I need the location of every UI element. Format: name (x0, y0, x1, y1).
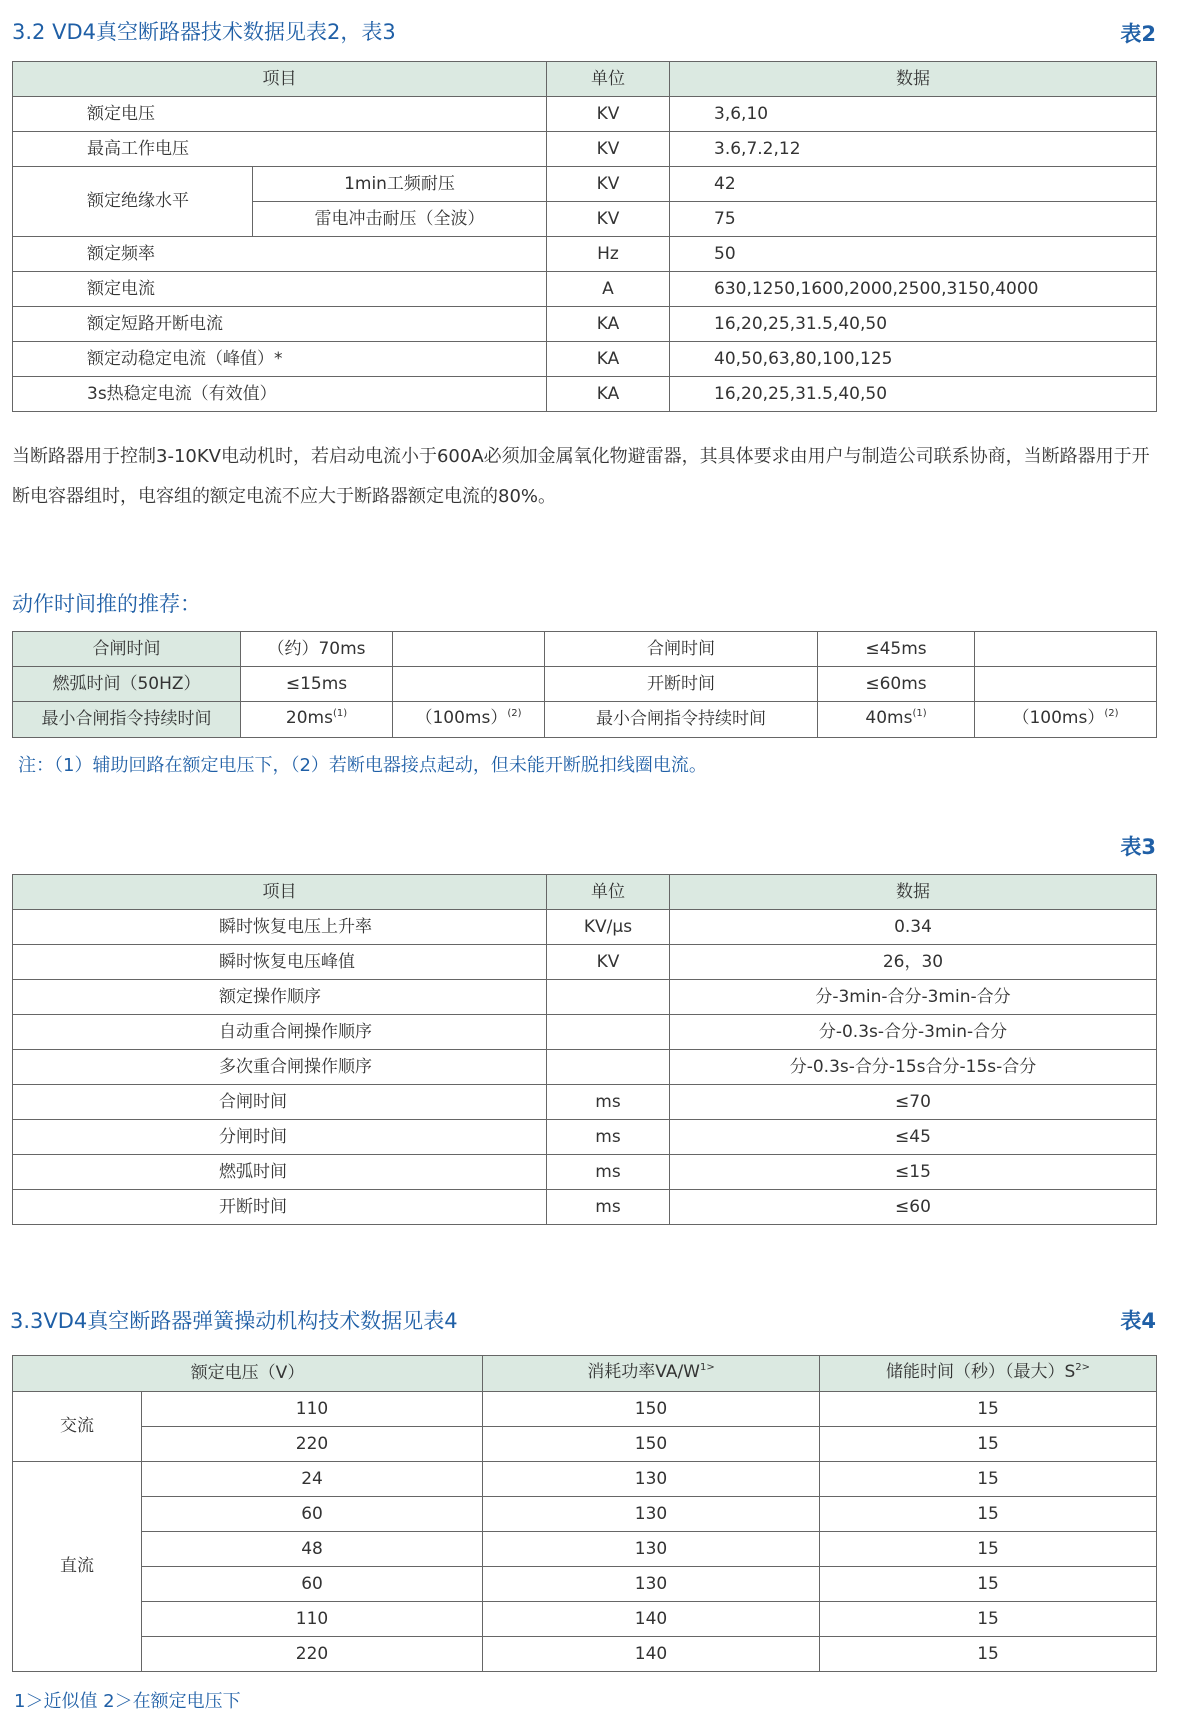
table-row (13, 1462, 1157, 1497)
superscript-2: (2) (507, 708, 522, 719)
time-value-extra (975, 667, 1157, 702)
table2-subitem: 1min工频耐压 (253, 167, 547, 202)
superscript-2: 2> (1075, 1362, 1091, 1373)
table2-subitem: 雷电冲击耐压（全波） (253, 202, 547, 237)
superscript-2: (2) (1104, 708, 1119, 719)
table3-unit (547, 1050, 670, 1085)
table-row (13, 667, 1157, 702)
table-row (13, 702, 1157, 738)
table4-voltage: 48 (142, 1532, 483, 1567)
table-row (13, 132, 1157, 167)
table2-item: 额定绝缘水平 (13, 167, 253, 237)
time-value: ≤15ms (241, 667, 393, 702)
time-value: $40ms^{(1)}$ (818, 702, 975, 738)
table4-time: 15 (820, 1497, 1157, 1532)
table-row (13, 910, 1157, 945)
table4-voltage: 24 (142, 1462, 483, 1497)
table-row (13, 1155, 1157, 1190)
table3-value: ≤60 (670, 1190, 1157, 1225)
time-label: 最小合闸指令持续时间 (13, 702, 241, 738)
table-row (13, 1567, 1157, 1602)
table3-unit: KV/μs (547, 910, 670, 945)
table2-value: 40,50,63,80,100,125 (670, 342, 1157, 377)
table3-item: 自动重合闸操作顺序 (13, 1015, 547, 1050)
table3-unit: ms (547, 1085, 670, 1120)
table3-item: 多次重合闸操作顺序 (13, 1050, 547, 1085)
table-row (13, 377, 1157, 412)
table-row (13, 1050, 1157, 1085)
time-value-extra (975, 632, 1157, 667)
table-row (13, 1085, 1157, 1120)
table3-unit (547, 1015, 670, 1050)
table2-item: 3s热稳定电流（有效值） (13, 377, 547, 412)
table-row (13, 1532, 1157, 1567)
table4-header-voltage: 额定电压（V） (13, 1356, 483, 1392)
table3-item: 瞬时恢复电压上升率 (13, 910, 547, 945)
table4-time: 15 (820, 1462, 1157, 1497)
table4-time: 15 (820, 1567, 1157, 1602)
table3-item: 瞬时恢复电压峰值 (13, 945, 547, 980)
table4-power: 140 (483, 1602, 820, 1637)
table-row (13, 272, 1157, 307)
table4-voltage: 60 (142, 1567, 483, 1602)
table2-value: 3.6,7.2,12 (670, 132, 1157, 167)
table3-value: 分-0.3s-合分-15s合分-15s-合分 (670, 1050, 1157, 1085)
table-row (13, 1015, 1157, 1050)
table3-header-unit: 单位 (547, 875, 670, 910)
table4-power: 150 (483, 1427, 820, 1462)
table3 (12, 874, 1157, 1225)
table2-item: 额定频率 (13, 237, 547, 272)
table2-unit: A (547, 272, 670, 307)
footnote: 1＞近似值 2＞在额定电压下 (14, 1691, 241, 1712)
table4-voltage: 110 (142, 1392, 483, 1427)
table-row (13, 97, 1157, 132)
table3-unit (547, 980, 670, 1015)
table4-time: 15 (820, 1392, 1157, 1427)
table4-power: 130 (483, 1462, 820, 1497)
table-row (13, 307, 1157, 342)
table2-item: 额定电压 (13, 97, 547, 132)
table2-header-row (13, 62, 1157, 97)
dc-label: 直流 (13, 1462, 142, 1672)
table2-header-unit: 单位 (547, 62, 670, 97)
time-label: 燃弧时间（50HZ） (13, 667, 241, 702)
table3-header-row (13, 875, 1157, 910)
table3-value: ≤15 (670, 1155, 1157, 1190)
table4-voltage: 60 (142, 1497, 483, 1532)
time-value: ≤45ms (818, 632, 975, 667)
table4 (12, 1355, 1157, 1672)
time-label: 开断时间 (545, 667, 818, 702)
table2-item: 额定电流 (13, 272, 547, 307)
ac-label: 交流 (13, 1392, 142, 1462)
table-row (13, 1602, 1157, 1637)
table-row (13, 980, 1157, 1015)
table3-item: 分闸时间 (13, 1120, 547, 1155)
table2-header-item: 项目 (13, 62, 547, 97)
table2-unit: KV (547, 202, 670, 237)
table3-value: ≤45 (670, 1120, 1157, 1155)
table-row (13, 167, 1157, 202)
time-value-extra (393, 632, 545, 667)
table3-label: 表3 (1120, 835, 1156, 859)
section-heading-3-3: 3.3VD4真空断路器弹簧操动机构技术数据见表4 (10, 1309, 458, 1333)
time-label: 最小合闸指令持续时间 (545, 702, 818, 738)
time-value-extra (393, 667, 545, 702)
table3-value: 分-3min-合分-3min-合分 (670, 980, 1157, 1015)
table2-unit: KV (547, 97, 670, 132)
table4-power: 130 (483, 1532, 820, 1567)
table3-value: ≤70 (670, 1085, 1157, 1120)
table4-header-time: 储能时间（秒）（最大）$S^{2>}$ (820, 1356, 1157, 1392)
table2-unit: KV (547, 132, 670, 167)
table2-value: 16,20,25,31.5,40,50 (670, 307, 1157, 342)
section-heading-action-time: 动作时间推的推荐： (12, 592, 201, 616)
table2-value: 75 (670, 202, 1157, 237)
table4-voltage: 220 (142, 1637, 483, 1672)
table2-unit: KV (547, 167, 670, 202)
time-label: 合闸时间 (13, 632, 241, 667)
table2-value: 50 (670, 237, 1157, 272)
time-value-extra: $(100ms)^{(2)}$ (393, 702, 545, 738)
table2-value: 16,20,25,31.5,40,50 (670, 377, 1157, 412)
table-row (13, 1190, 1157, 1225)
table2-item: 额定短路开断电流 (13, 307, 547, 342)
table3-item: 额定操作顺序 (13, 980, 547, 1015)
table3-item: 燃弧时间 (13, 1155, 547, 1190)
action-time-note: 注：（1）辅助回路在额定电压下，（2）若断电器接点起动，但未能开断脱扣线圈电流。 (18, 755, 707, 776)
table4-voltage: 220 (142, 1427, 483, 1462)
table3-unit: KV (547, 945, 670, 980)
table-row (13, 1392, 1157, 1427)
body-paragraph: 当断路器用于控制3-10KV电动机时，若启动电流小于600A必须加金属氧化物避雷器，其具体要求由用户与制造公司联系协商，当断路器用于开断电容器组时，电容组的额定电流不应大于断路器额定电流的80%。 (12, 446, 1150, 507)
table4-header-row (13, 1356, 1157, 1392)
table3-unit: ms (547, 1120, 670, 1155)
table-row (13, 945, 1157, 980)
table3-item: 合闸时间 (13, 1085, 547, 1120)
table4-power: 150 (483, 1392, 820, 1427)
table4-time: 15 (820, 1637, 1157, 1672)
table2-value: 42 (670, 167, 1157, 202)
table3-value: 26，30 (670, 945, 1157, 980)
table-row (13, 1427, 1157, 1462)
table2-unit: KA (547, 377, 670, 412)
table3-header-item: 项目 (13, 875, 547, 910)
time-label: 合闸时间 (545, 632, 818, 667)
table2-unit: KA (547, 307, 670, 342)
table2 (12, 61, 1157, 412)
table4-power: 130 (483, 1567, 820, 1602)
superscript-1: (1) (332, 708, 348, 719)
table-row (13, 1120, 1157, 1155)
table4-time: 15 (820, 1602, 1157, 1637)
time-value: $20ms^{(1)}$ (241, 702, 393, 738)
table2-item: 额定动稳定电流（峰值）* (13, 342, 547, 377)
table2-value: 3,6,10 (670, 97, 1157, 132)
table3-value: 0.34 (670, 910, 1157, 945)
table-row (13, 632, 1157, 667)
time-value: （约）70ms (241, 632, 393, 667)
table2-unit: KA (547, 342, 670, 377)
table-row (13, 1637, 1157, 1672)
table2-header-data: 数据 (670, 62, 1157, 97)
table3-unit: ms (547, 1190, 670, 1225)
time-value-extra: $(100ms)^{(2)}$ (975, 702, 1157, 738)
superscript-1: 1> (700, 1362, 715, 1373)
table2-value: 630,1250,1600,2000,2500,3150,4000 (670, 272, 1157, 307)
table4-power: 130 (483, 1497, 820, 1532)
table2-unit: Hz (547, 237, 670, 272)
section-heading-3-2: 3.2 VD4真空断路器技术数据见表2，表3 (12, 20, 396, 44)
table4-voltage: 110 (142, 1602, 483, 1637)
table3-unit: ms (547, 1155, 670, 1190)
table3-header-data: 数据 (670, 875, 1157, 910)
table3-value: 分-0.3s-合分-3min-合分 (670, 1015, 1157, 1050)
table4-power: 140 (483, 1637, 820, 1672)
superscript-1: (1) (912, 708, 927, 719)
table-row (13, 1497, 1157, 1532)
table4-time: 15 (820, 1427, 1157, 1462)
table4-time: 15 (820, 1532, 1157, 1567)
table-row (13, 237, 1157, 272)
action-time-table (12, 631, 1157, 738)
time-value: ≤60ms (818, 667, 975, 702)
table2-item: 最高工作电压 (13, 132, 547, 167)
table4-label: 表4 (1120, 1309, 1156, 1333)
table-row (13, 342, 1157, 377)
table3-item: 开断时间 (13, 1190, 547, 1225)
table4-header-power: 消耗功率$VA/W^{1>}$ (483, 1356, 820, 1392)
table2-label: 表2 (1120, 22, 1156, 46)
